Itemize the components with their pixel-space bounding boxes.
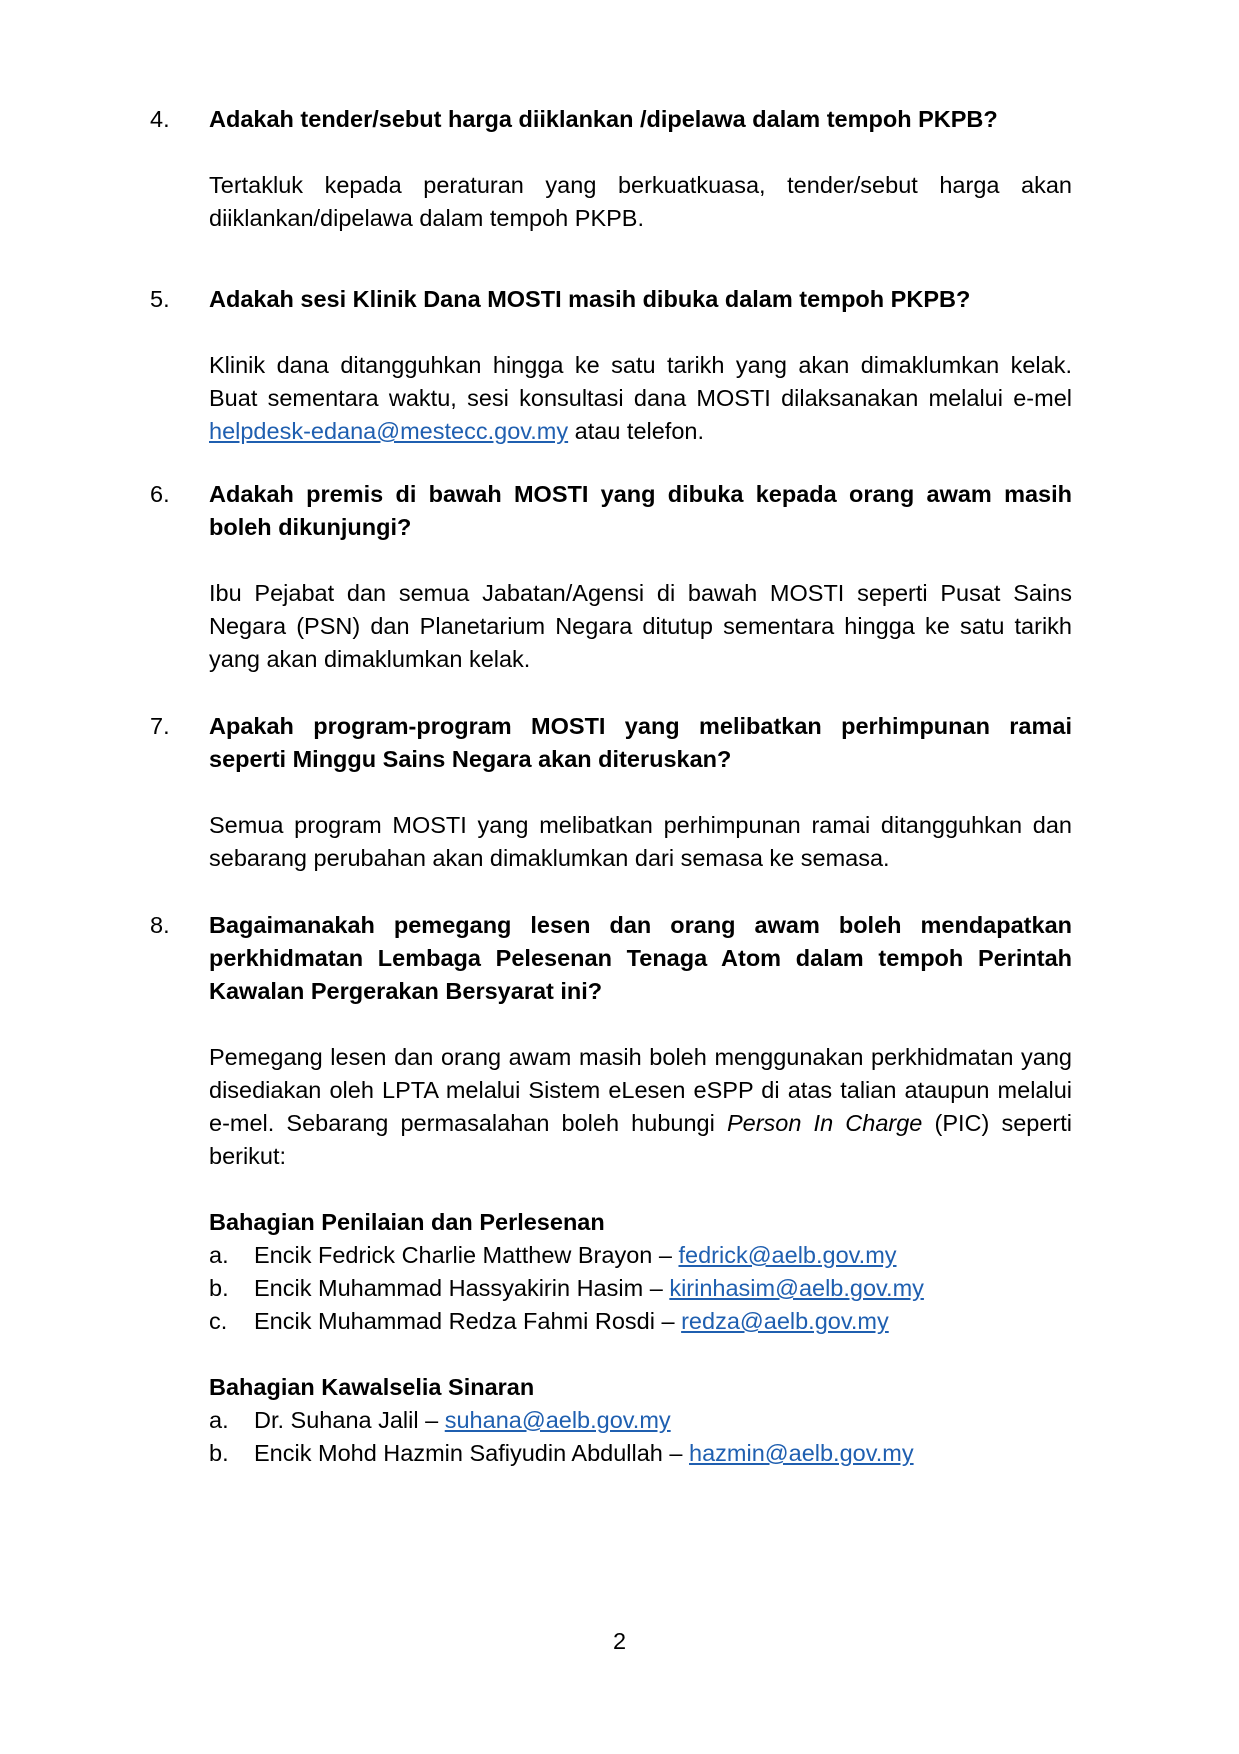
- contact-name: Dr. Suhana Jalil: [254, 1407, 419, 1433]
- contact-name: Encik Fedrick Charlie Matthew Brayon: [254, 1242, 653, 1268]
- answer-text: Klinik dana ditangguhkan hingga ke satu tarikh yang akan dimaklumkan kelak. Buat sementara waktu, sesi konsultasi dana MOSTI dilaksanakan melalui e-mel: [209, 352, 1072, 411]
- section-heading: Bahagian Penilaian dan Perlesenan: [209, 1209, 605, 1235]
- contact-separator: –: [654, 1308, 682, 1334]
- helpdesk-email-link[interactable]: helpdesk-edana@mestecc.gov.my: [209, 418, 569, 444]
- faq-answer: Ibu Pejabat dan semua Jabatan/Agensi di bawah MOSTI seperti Pusat Sains Negara (PSN) dan Planetarium Negara ditutup sementara hingga ke satu tarikh yang akan dimaklumkan kelak.: [209, 580, 1072, 672]
- faq-answer: [209, 349, 1072, 448]
- faq-answer: Tertakluk kepada peraturan yang berkuatkuasa, tender/sebut harga akan diiklankan/dipelawa dalam tempoh PKPB.: [209, 172, 1072, 231]
- faq-number: 8.: [150, 912, 170, 938]
- contact-email-link[interactable]: kirinhasim@aelb.gov.my: [669, 1275, 924, 1301]
- faq-question: Adakah tender/sebut harga diiklankan /dipelawa dalam tempoh PKPB?: [209, 106, 998, 132]
- contact-separator: –: [643, 1275, 670, 1301]
- contact-row: [209, 1305, 1072, 1338]
- answer-italic-text: Person In Charge: [726, 1110, 923, 1136]
- faq-question: Adakah premis di bawah MOSTI yang dibuka kepada orang awam masih boleh dikunjungi?: [209, 481, 1072, 540]
- contact-email-link[interactable]: fedrick@aelb.gov.my: [678, 1242, 897, 1268]
- contact-letter: a.: [209, 1407, 229, 1433]
- faq-number: 5.: [150, 286, 170, 312]
- faq-item-6: [150, 478, 1072, 676]
- answer-text: (PIC) seperti berikut:: [209, 1110, 1072, 1169]
- contact-email-link[interactable]: suhana@aelb.gov.my: [444, 1407, 671, 1433]
- contact-separator: –: [418, 1407, 445, 1433]
- contact-separator: –: [662, 1440, 690, 1466]
- contact-row: [209, 1404, 1072, 1437]
- contact-row: [209, 1272, 1072, 1305]
- answer-text: atau telefon.: [568, 418, 705, 444]
- faq-answer: [209, 1041, 1072, 1173]
- faq-item-7: [150, 710, 1072, 875]
- contact-row: [209, 1437, 1072, 1470]
- faq-item-5: [150, 283, 1072, 448]
- contact-section-penilaian: [209, 1206, 1072, 1338]
- faq-number: 6.: [150, 481, 170, 507]
- faq-question: Bagaimanakah pemegang lesen dan orang awam boleh mendapatkan perkhidmatan Lembaga Pelesenan Tenaga Atom dalam tempoh Perintah Kawalan Pergerakan Bersyarat ini?: [209, 912, 1072, 1004]
- section-heading: Bahagian Kawalselia Sinaran: [209, 1374, 535, 1400]
- faq-question: Adakah sesi Klinik Dana MOSTI masih dibuka dalam tempoh PKPB?: [209, 286, 971, 312]
- answer-text: Pemegang lesen dan orang awam masih boleh menggunakan perkhidmatan yang disediakan oleh LPTA melalui Sistem eLesen eSPP di atas talian ataupun melalui e-mel. Sebarang permasalahan boleh hubungi: [209, 1044, 1072, 1136]
- contact-email-link[interactable]: hazmin@aelb.gov.my: [689, 1440, 914, 1466]
- contact-name: Encik Muhammad Redza Fahmi Rosdi: [254, 1308, 655, 1334]
- page-number: 2: [612, 1628, 627, 1654]
- contact-letter: a.: [209, 1242, 229, 1268]
- contact-email-link[interactable]: redza@aelb.gov.my: [681, 1308, 889, 1334]
- faq-item-4: [150, 103, 1072, 235]
- faq-answer: Semua program MOSTI yang melibatkan perhimpunan ramai ditangguhkan dan sebarang perubahan akan dimaklumkan dari semasa ke semasa.: [209, 812, 1072, 871]
- contact-name: Encik Muhammad Hassyakirin Hasim: [254, 1275, 644, 1301]
- faq-item-8: [150, 909, 1072, 1173]
- contact-separator: –: [652, 1242, 679, 1268]
- contact-letter: b.: [209, 1440, 229, 1466]
- contact-letter: b.: [209, 1275, 229, 1301]
- faq-number: 7.: [150, 713, 170, 739]
- contact-name: Encik Mohd Hazmin Safiyudin Abdullah: [254, 1440, 663, 1466]
- contact-letter: c.: [209, 1308, 228, 1334]
- faq-question: Apakah program-program MOSTI yang melibatkan perhimpunan ramai seperti Minggu Sains Negara akan diteruskan?: [209, 713, 1072, 772]
- faq-number: 4.: [150, 106, 170, 132]
- contact-row: [209, 1239, 1072, 1272]
- contact-section-kawalselia: [209, 1371, 1072, 1470]
